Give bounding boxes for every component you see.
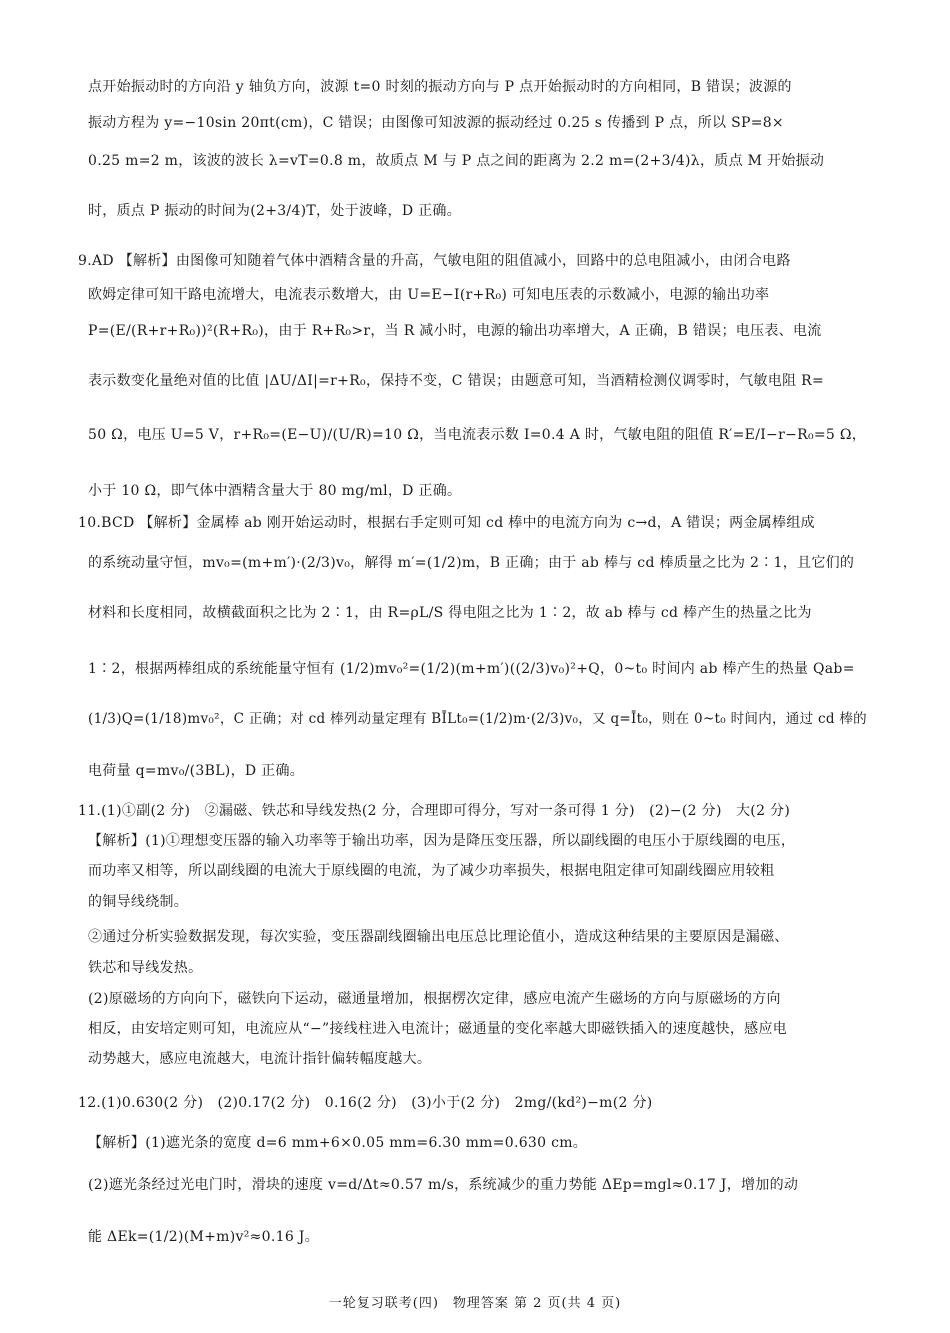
text-line: ②通过分析实验数据发现，每次实验，变压器副线圈输出电压总比理论值小，造成这种结果的主要原因是漏磁、	[88, 929, 789, 945]
text-line: (2)遮光条经过光电门时，滑块的速度 v=d/Δt≈0.57 m/s，系统减少的重力势能 ΔEp=mgl≈0.17 J，增加的动	[88, 1177, 799, 1193]
text-line: 振动方程为 y=−10sin 20πt(cm)，C 错误；由图像可知波源的振动经过 0.25 s 传播到 P 点，所以 SP=8×	[88, 115, 784, 131]
text-line: 0.25 m=2 m，该波的波长 λ=vT=0.8 m，故质点 M 与 P 点之间的距离为 2.2 m=(2+3/4)λ，质点 M 开始振动	[88, 153, 825, 169]
text-line: 9.AD 【解析】由图像可知随着气体中酒精含量的升高，气敏电阻的阻值减小，回路中的总电阻减小，由闭合电路	[78, 253, 791, 269]
text-line: 电荷量 q=mv₀/(3BL)，D 正确。	[88, 763, 305, 779]
text-line: 50 Ω，电压 U=5 V，r+R₀=(E−U)/(U/R)=10 Ω，当电流表示数 I=0.4 A 时，气敏电阻的阻值 R′=E/I−r−R₀=5 Ω，	[88, 427, 867, 443]
text-line: 11.(1)①副(2 分) ②漏磁、铁芯和导线发热(2 分，合理即可得分，写对一条可得 1 分) (2)−(2 分) 大(2 分)	[78, 803, 791, 819]
text-line: 欧姆定律可知干路电流增大，电流表示数增大，由 U=E−I(r+R₀) 可知电压表的示数减小，电源的输出功率	[88, 287, 770, 303]
text-line: (2)原磁场的方向向下，磁铁向下运动，磁通量增加，根据楞次定律，感应电流产生磁场的方向与原磁场的方向	[88, 991, 781, 1007]
text-line: 12.(1)0.630(2 分) (2)0.17(2 分) 0.16(2 分) (3)小于(2 分) 2mg/(kd²)−m(2 分)	[78, 1095, 653, 1111]
text-line: 小于 10 Ω，即气体中酒精含量大于 80 mg/ml，D 正确。	[88, 483, 462, 499]
text-line: (1/3)Q=(1/18)mv₀²，C 正确；对 cd 棒列动量定理有 BĪLt₀=(1/2)m·(2/3)v₀，又 q=Īt₀，则在 0~t₀ 时间内，通过 cd 棒的	[88, 711, 867, 727]
text-line: 表示数变化量绝对值的比值 |ΔU/ΔI|=r+R₀，保持不变，C 错误；由题意可知，当酒精检测仪调零时，气敏电阻 R=	[88, 373, 825, 389]
text-line: 动势越大，感应电流越大，电流计指针偏转幅度越大。	[88, 1051, 432, 1067]
text-line: 的系统动量守恒，mv₀=(m+m′)·(2/3)v₀，解得 m′=(1/2)m，B 正确；由于 ab 棒与 cd 棒质量之比为 2∶1，且它们的	[88, 555, 855, 571]
text-line: 时，质点 P 振动的时间为(2+3/4)T，处于波峰，D 正确。	[88, 203, 462, 219]
text-line: 材料和长度相同，故横截面积之比为 2∶1，由 R=ρL/S 得电阻之比为 1∶2，故 ab 棒与 cd 棒产生的热量之比为	[88, 605, 812, 621]
text-line: 【解析】(1)①理想变压器的输入功率等于输出功率，因为是降压变压器，所以副线圈的电压小于原线圈的电压，	[88, 833, 796, 849]
text-line: 能 ΔEk=(1/2)(M+m)v²≈0.16 J。	[88, 1229, 319, 1245]
text-line: 铁芯和导线发热。	[88, 960, 203, 976]
text-line: P=(E/(R+r+R₀))²(R+R₀)，由于 R+R₀>r，当 R 减小时，电源的输出功率增大，A 正确，B 错误；电压表、电流	[88, 323, 822, 339]
text-line: 点开始振动时的方向沿 y 轴负方向，波源 t=0 时刻的振动方向与 P 点开始振动时的方向相同，B 错误；波源的	[88, 79, 792, 95]
text-line: 【解析】(1)遮光条的宽度 d=6 mm+6×0.05 mm=6.30 mm=0.630 cm。	[88, 1135, 588, 1151]
text-line: 而功率又相等，所以副线圈的电流大于原线圈的电流，为了减少功率损失，根据电阻定律可知副线圈应用较粗	[88, 863, 775, 879]
text-line: 相反，由安培定则可知，电流应从“−”接线柱进入电流计；磁通量的变化率越大即磁铁插入的速度越快，感应电	[88, 1021, 788, 1037]
text-line: 的铜导线绕制。	[88, 894, 189, 910]
text-line: 1∶2，根据两棒组成的系统能量守恒有 (1/2)mv₀²=(1/2)(m+m′)((2/3)v₀)²+Q，0~t₀ 时间内 ab 棒产生的热量 Qab=	[88, 661, 855, 677]
page-footer: 一轮复习联考(四) 物理答案 第 2 页(共 4 页)	[328, 1296, 622, 1311]
text-line: 10.BCD 【解析】金属棒 ab 刚开始运动时，根据右手定则可知 cd 棒中的电流方向为 c→d，A 错误；两金属棒组成	[78, 515, 815, 531]
